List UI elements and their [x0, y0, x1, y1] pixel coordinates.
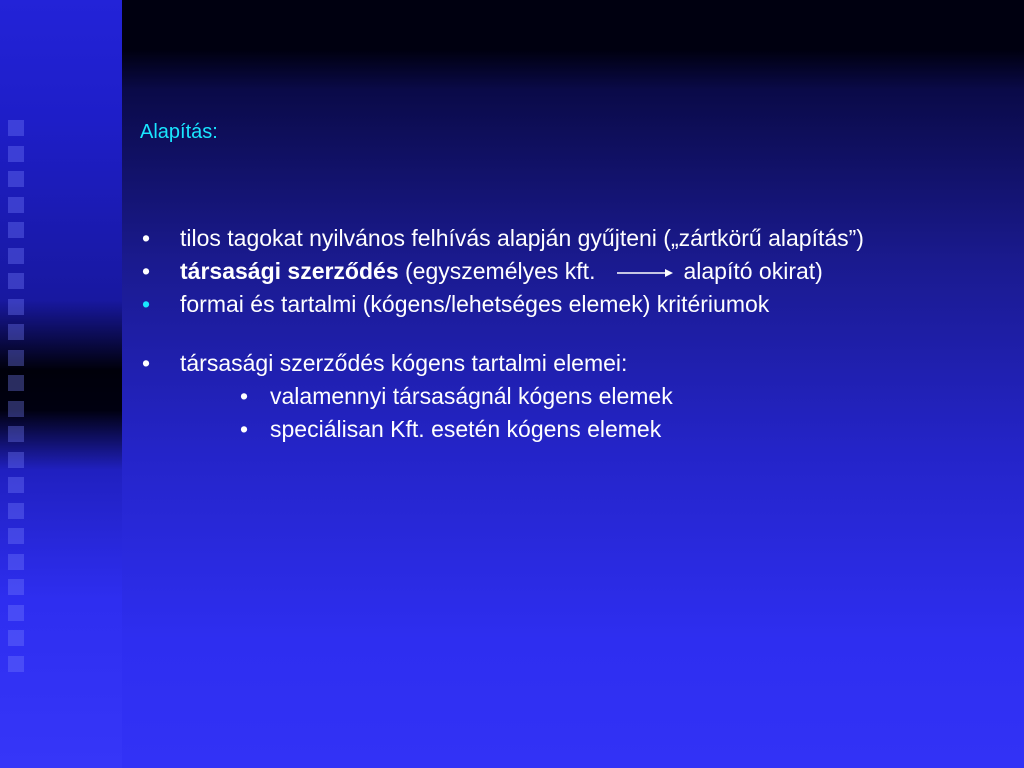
decor-square	[8, 605, 24, 621]
slide-content	[140, 222, 992, 446]
decor-square	[8, 503, 24, 519]
right-arrow-icon	[617, 266, 673, 280]
left-decorative-strip	[0, 0, 122, 768]
decor-square	[8, 579, 24, 595]
bullet-text: (egyszemélyes kft.	[398, 258, 596, 284]
decor-square	[8, 401, 24, 417]
decor-square	[8, 248, 24, 264]
bullet-bold-text: társasági szerződés	[180, 258, 399, 284]
bullet-text: társasági szerződés kógens tartalmi elemei:	[180, 350, 628, 376]
sub-bullet-text: valamennyi társaságnál kógens elemek	[270, 383, 673, 409]
decor-square	[8, 426, 24, 442]
decor-square	[8, 528, 24, 544]
spacer	[140, 321, 992, 347]
decor-square	[8, 146, 24, 162]
bullet-dot: •	[142, 258, 151, 284]
bullet-item	[140, 347, 992, 380]
decor-square	[8, 350, 24, 366]
decor-square	[8, 120, 24, 136]
bullet-text: formai és tartalmi (kógens/lehetséges elemek) kritériumok	[180, 291, 770, 317]
decor-square	[8, 375, 24, 391]
bullet-item	[140, 255, 992, 288]
sub-bullet-item	[140, 413, 992, 446]
decor-square	[8, 324, 24, 340]
bullet-dot: •	[142, 225, 151, 251]
decor-square	[8, 630, 24, 646]
decor-square	[8, 171, 24, 187]
sub-bullet-text: speciálisan Kft. esetén kógens elemek	[270, 416, 662, 442]
sub-bullet-dot: •	[240, 416, 249, 442]
slide-title-colon: :	[212, 121, 218, 143]
decor-square	[8, 299, 24, 315]
decorative-squares	[8, 120, 26, 681]
decor-square	[8, 656, 24, 672]
slide-title	[140, 121, 218, 144]
bullet-text: tilos tagokat nyilvános felhívás alapján gyűjteni („zártkörű alapítás”)	[180, 225, 864, 251]
decor-square	[8, 477, 24, 493]
sub-bullet-dot: •	[240, 383, 249, 409]
decor-square	[8, 452, 24, 468]
bullet-text-after-arrow: alapító okirat)	[683, 258, 823, 284]
sub-bullet-item	[140, 380, 992, 413]
bullet-dot: •	[142, 350, 151, 376]
slide-title-text: Alapítás	[140, 121, 213, 143]
bullet-dot: •	[142, 291, 151, 317]
decor-square	[8, 554, 24, 570]
decor-square	[8, 197, 24, 213]
bullet-item	[140, 288, 992, 321]
decor-square	[8, 273, 24, 289]
decor-square	[8, 222, 24, 238]
bullet-item	[140, 222, 992, 255]
